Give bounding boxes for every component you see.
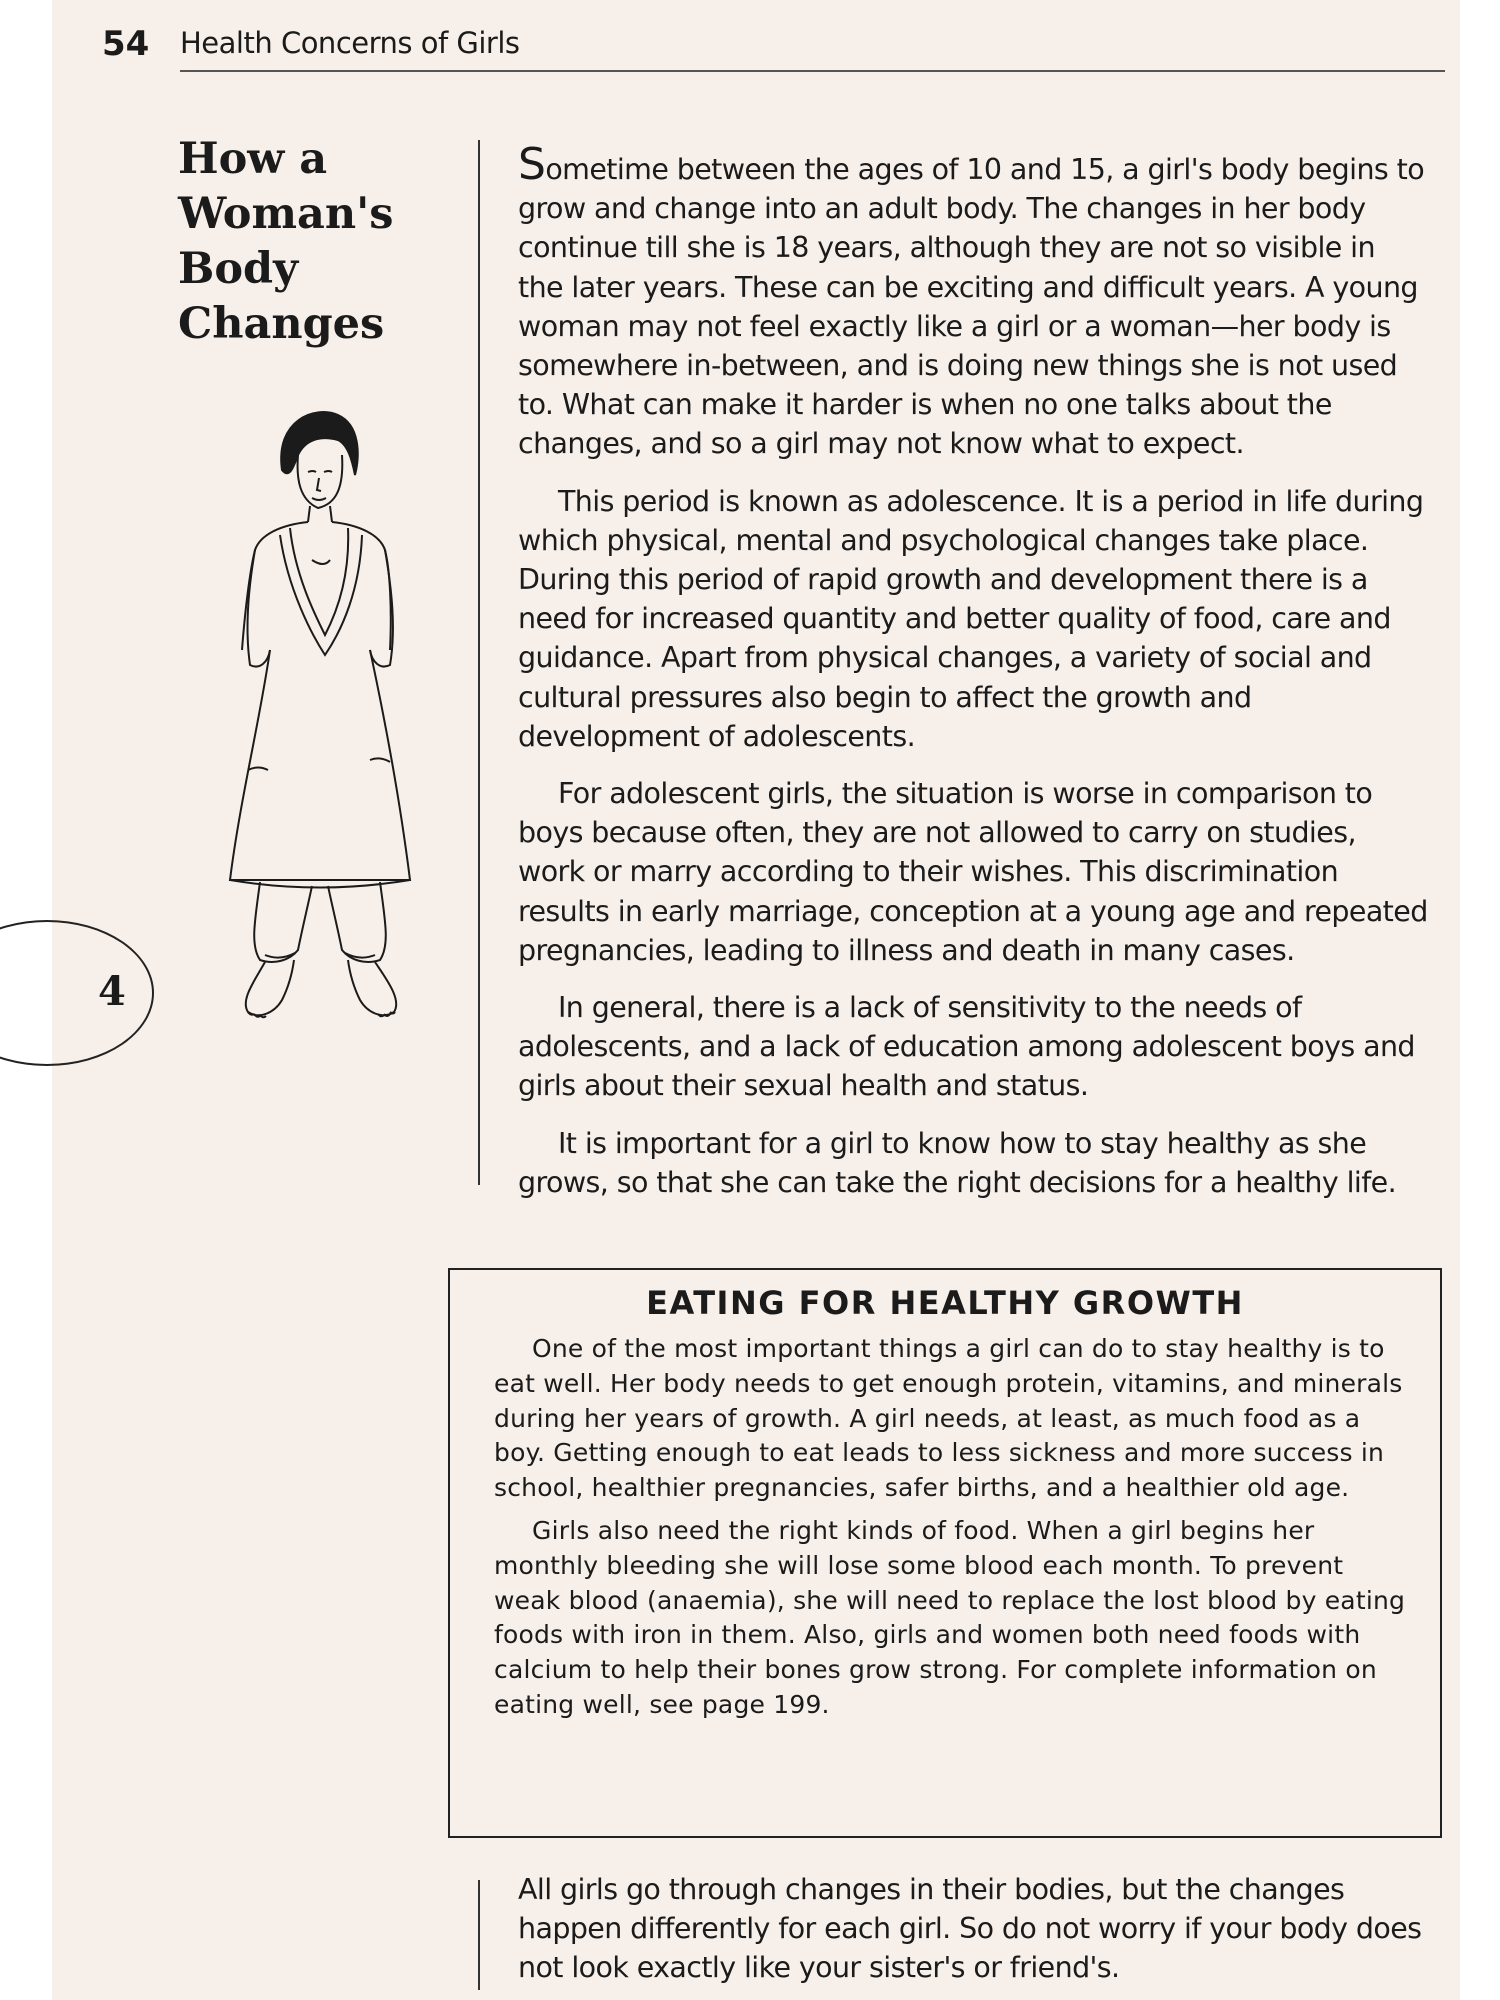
section-title-line: Changes (178, 299, 385, 349)
page-header (52, 18, 1460, 70)
nutrition-sidebar-box (448, 1268, 1442, 1838)
paragraph-text: ometime between the ages of 10 and 15, a girl's body begins to grow and change into an adult body. The changes in her body continue till she is 18 years, although they are not so visible in the later years. These can be exciting and difficult years. A young woman may not feel exactly like a girl or a woman—her body is somewhere in-between, and is doing new things she is not used to. What can make it harder is when no one talks about the changes, and so a girl may not know what to expect. (518, 153, 1425, 461)
young-woman-illustration (220, 400, 420, 1060)
page-edge-right (1460, 0, 1500, 2000)
body-paragraph: For adolescent girls, the situation is worse in comparison to boys because often, they are not allowed to carry on studies, work or marry according to their wishes. This discrimination results in early marriage, conception at a young age and repeated pregnancies, leading to illness and death in many cases. (518, 777, 1428, 967)
body-paragraph: This period is known as adolescence. It is a period in life during which physical, mental and psychological changes take place. During this period of rapid growth and development there is a need for increased quantity and better quality of food, care and guidance. Apart from physical changes, a variety of social and cultural pressures also begin to affect the growth and development of adolescents. (518, 484, 1424, 753)
header-rule (180, 70, 1445, 72)
running-title: Health Concerns of Girls (180, 26, 520, 60)
column-rule (478, 140, 480, 1185)
section-title (178, 132, 478, 352)
body-paragraph (518, 139, 1428, 464)
box-paragraph: Girls also need the right kinds of food. When a girl begins her monthly bleeding she will lose some blood each month. To prevent weak blood (anaemia), she will need to replace the lost blood by eating foods with iron in them. Also, girls and women both need foods with calcium to help their bones grow strong. For complete information on eating well, see page 199. (494, 1515, 1406, 1719)
column-rule (478, 1880, 480, 1990)
closing-paragraph: All girls go through changes in their bodies, but the changes happen differently for each girl. So do not worry if your body does not look exactly like your sister's or friend's. (518, 1873, 1422, 1984)
drop-cap: S (518, 139, 546, 190)
box-title: EATING FOR HEALTHY GROWTH (646, 1284, 1244, 1322)
section-title-line: How a (178, 134, 328, 184)
page-number: 54 (102, 24, 150, 64)
body-paragraph: It is important for a girl to know how to stay healthy as she grows, so that she can take the right decisions for a healthy life. (518, 1126, 1397, 1199)
body-text (518, 139, 1428, 1220)
box-text (494, 1332, 1414, 1731)
chapter-number: 4 (98, 968, 126, 1015)
section-title-line: Woman's (178, 189, 394, 239)
box-paragraph: One of the most important things a girl can do to stay healthy is to eat well. Her body needs to get enough protein, vitamins, and minerals during her years of growth. A girl needs, at least, as much food as a boy. Getting enough to eat leads to less sickness and more success in school, healthier pregnancies, safer births, and a healthier old age. (494, 1334, 1403, 1503)
body-paragraph: In general, there is a lack of sensitivity to the needs of adolescents, and a lack of education among adolescent boys and girls about their sexual health and status. (518, 991, 1415, 1103)
section-title-line: Body (178, 244, 299, 294)
